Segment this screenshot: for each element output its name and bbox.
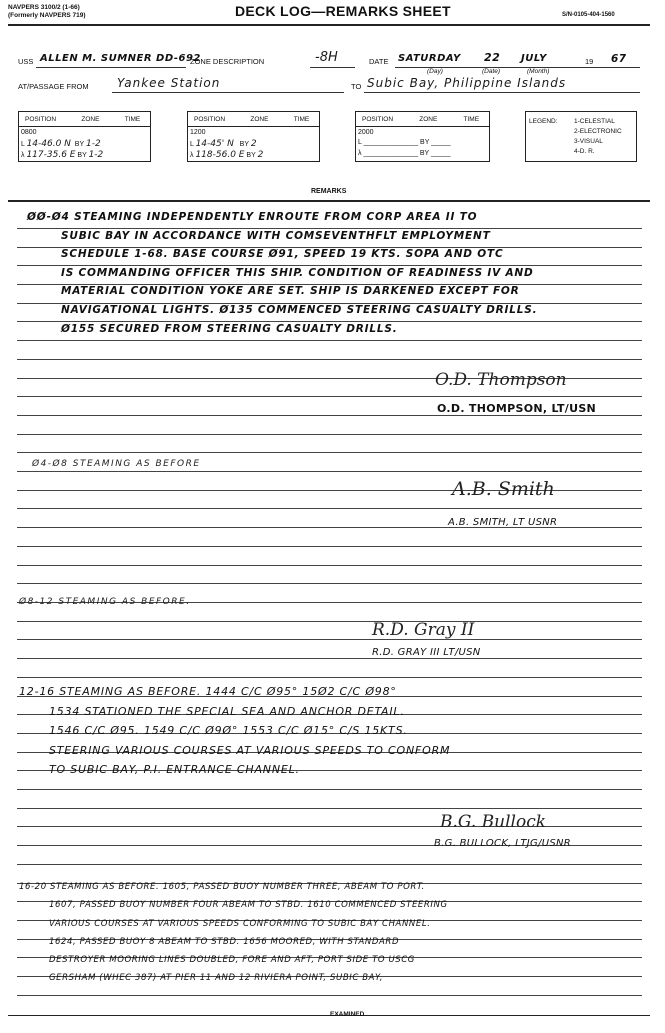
entry-line: Ø4-Ø8 STEAMING AS BEFORE [32, 459, 201, 469]
stock-number: S/N-0105-404-1560 [562, 12, 615, 18]
day-value: SATURDAY [398, 53, 461, 64]
entry-line: GERSHAM (WHEC 387) AT PIER 11 AND 12 RIVIERA POINT, SUBIC BAY, [49, 973, 384, 984]
ruled-line [17, 826, 642, 827]
watch-entry-0400-0800 [32, 456, 201, 475]
position-time: 2000 [358, 129, 374, 136]
remarks-divider [8, 200, 650, 202]
header-divider [8, 24, 650, 26]
position-header: POSITION [362, 116, 394, 123]
position-box-2000: POSITION ZONE TIME 2000 L ______________ BY _____ λ ______________ BY _____ [355, 111, 490, 162]
officer-name-watch-2: A.B. SMITH, LT USNR [448, 517, 558, 528]
signature-watch-3: R.D. Gray II [372, 620, 475, 640]
position-header: POSITION [194, 116, 226, 123]
latitude-fix-method: 1-2 [85, 139, 101, 149]
month-caption: (Month) [527, 68, 550, 75]
officer-name-watch-3: R.D. GRAY III LT/USN [372, 647, 481, 658]
entry-line: 1546 C/C Ø95. 1549 C/C Ø9Ø° 1553 C/C Ø15° C/S 15KTS. [49, 724, 408, 737]
date-label: DATE [369, 57, 389, 66]
entry-line: 1624, PASSED BUOY 8 ABEAM TO STBD. 1656 MOORED, WITH STANDARD [49, 936, 400, 947]
zone-header: ZONE [250, 116, 269, 123]
entry-line: MATERIAL CONDITION YOKE ARE SET. SHIP IS DARKENED EXCEPT FOR [61, 285, 520, 298]
form-code-line-2: (Formerly NAVPERS 719) [8, 12, 86, 19]
passage-from-underline [112, 92, 344, 93]
watch-entry-1600-2000 [19, 879, 448, 989]
legend-item: 3-VISUAL [574, 138, 603, 145]
longitude-fix-method: 2 [257, 150, 264, 160]
year-value: 67 [611, 53, 627, 65]
entry-line: STEERING VARIOUS COURSES AT VARIOUS SPEEDS TO CONFORM [49, 743, 451, 757]
ruled-line [17, 621, 642, 622]
position-time: 0800 [21, 129, 37, 136]
ruled-line [17, 639, 642, 640]
entry-line: Ø8-12 STEAMING AS BEFORE. [19, 597, 191, 607]
time-header: TIME [463, 116, 480, 123]
entry-line: ØØ-Ø4 STEAMING INDEPENDENTLY ENROUTE FROM CORP AREA II TO [27, 211, 478, 223]
legend-item: 1-CELESTIAL [574, 118, 615, 125]
passage-to-underline [364, 92, 640, 93]
year-prefix: 19 [585, 57, 594, 66]
legend-title: LEGEND: [529, 118, 558, 125]
watch-entry-0800-1200 [19, 594, 191, 613]
signature-watch-2: A.B. Smith [452, 478, 555, 500]
latitude-value: 14-46.0 N [26, 139, 71, 149]
zone-header: ZONE [419, 116, 438, 123]
officer-name-watch-4: B.G. BULLOCK, LTJG/USNR [434, 838, 571, 849]
page-title: DECK LOG—REMARKS SHEET [235, 3, 451, 19]
signature-watch-1: O.D. Thompson [435, 370, 567, 390]
uss-label: USS [18, 57, 34, 66]
entry-line: TO SUBIC BAY, P.I. ENTRANCE CHANNEL. [49, 763, 300, 776]
legend-box [525, 111, 637, 162]
latitude-value: 14-45' N [195, 139, 234, 149]
ruled-line [17, 359, 642, 360]
day-caption: (Day) [427, 68, 443, 75]
month-value: JULY [521, 53, 547, 64]
entry-line: DESTROYER MOORING LINES DOUBLED, FORE AND AFT, PORT SIDE TO USCG [49, 955, 415, 966]
latitude-fix-method: 2 [250, 139, 257, 149]
ship-name: ALLEN M. SUMNER DD-692 [40, 53, 201, 64]
position-box-0800: POSITION ZONE TIME 0800 L 14-46.0 N BY 1-2 λ 117-35.6 E BY 1-2 [18, 111, 151, 162]
ruled-line [17, 452, 642, 453]
position-box-1200: POSITION ZONE TIME 1200 L 14-45' N BY 2 λ 118-56.0 E BY 2 [187, 111, 320, 162]
entry-line: 1607, PASSED BUOY NUMBER FOUR ABEAM TO STBD. 1610 COMMENCED STEERING [49, 900, 448, 911]
entry-line: SUBIC BAY IN ACCORDANCE WITH COMSEVENTHFLT EMPLOYMENT [61, 229, 491, 242]
signature-watch-4: B.G. Bullock [440, 812, 547, 832]
ruled-line [17, 396, 642, 397]
footer-divider [8, 1015, 650, 1016]
passage-to: Subic Bay, Philippine Islands [367, 76, 567, 90]
ruled-line [17, 415, 642, 416]
form-code [8, 4, 86, 20]
position-time: 1200 [190, 129, 206, 136]
legend-item: 2-ELECTRONIC [574, 128, 622, 135]
ruled-line [17, 583, 642, 584]
entry-line: SCHEDULE 1-68. BASE COURSE Ø91, SPEED 19 KTS. SOPA AND OTC [61, 248, 504, 261]
ruled-line [17, 508, 642, 509]
longitude-fix-method: 1-2 [88, 150, 104, 160]
date-caption: (Date) [482, 68, 501, 75]
entry-line: NAVIGATIONAL LIGHTS. Ø135 COMMENCED STEERING CASUALTY DRILLS. [61, 303, 538, 316]
zone-header: ZONE [81, 116, 100, 123]
time-header: TIME [293, 116, 310, 123]
zone-value: -8H [315, 50, 338, 65]
ruled-line [17, 864, 642, 865]
zone-label: ZONE DESCRIPTION [190, 57, 265, 66]
ruled-line [17, 565, 642, 566]
ruled-line [17, 340, 642, 341]
longitude-value: 118-56.0 E [195, 150, 245, 160]
ruled-line [17, 546, 642, 547]
entry-line: 16-20 STEAMING AS BEFORE. 1605, PASSED BUOY NUMBER THREE, ABEAM TO PORT. [19, 882, 425, 892]
ruled-line [17, 658, 642, 659]
time-header: TIME [124, 116, 141, 123]
entry-line: IS COMMANDING OFFICER THIS SHIP. CONDITION OF READINESS IV AND [61, 266, 534, 279]
entry-line: VARIOUS COURSES AT VARIOUS SPEEDS CONFORMING TO SUBIC BAY CHANNEL. [49, 918, 431, 929]
officer-name-watch-1: O.D. THOMPSON, LT/USN [437, 402, 597, 415]
passage-to-label: TO [351, 82, 362, 91]
entry-line: 1534 STATIONED THE SPECIAL SEA AND ANCHOR DETAIL. [49, 704, 405, 718]
passage-label: AT/PASSAGE FROM [18, 82, 89, 91]
legend-item: 4-D. R. [574, 148, 595, 155]
ship-name-underline [36, 67, 186, 68]
position-header: POSITION [25, 116, 57, 123]
ruled-line [17, 677, 642, 678]
form-code-line-1: NAVPERS 3100/2 (1-66) [8, 4, 80, 11]
watch-entry-0000-0400 [27, 209, 537, 339]
date-value: 22 [484, 51, 501, 64]
passage-from: Yankee Station [117, 76, 221, 90]
entry-line: Ø155 SECURED FROM STEERING CASUALTY DRILLS. [61, 322, 398, 335]
examined-label: EXAMINED [330, 1011, 365, 1018]
remarks-label: REMARKS [311, 188, 347, 195]
entry-line: 12-16 STEAMING AS BEFORE. 1444 C/C Ø95° 15Ø2 C/C Ø98° [19, 685, 397, 698]
watch-entry-1200-1600 [19, 684, 450, 782]
ruled-line [17, 789, 642, 790]
ruled-line [17, 434, 642, 435]
zone-underline [310, 67, 355, 68]
ruled-line [17, 808, 642, 809]
ruled-line [17, 995, 642, 996]
longitude-value: 117-35.6 E [26, 150, 76, 160]
